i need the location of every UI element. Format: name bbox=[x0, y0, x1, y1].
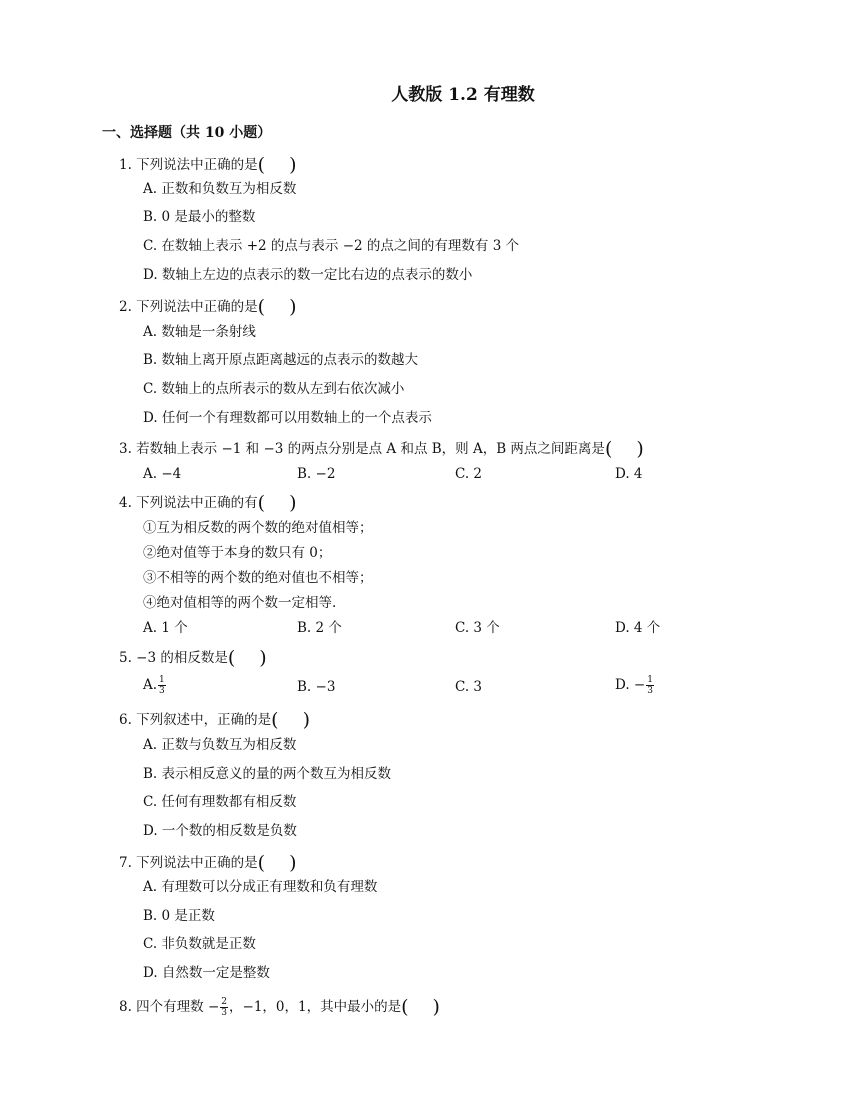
question-6-stem: 6. 下列叙述中，正确的是() bbox=[119, 709, 311, 731]
question-5-option-b: B. −3 bbox=[297, 679, 336, 695]
question-4-statement-3: ③不相等的两个数的绝对值也不相等； bbox=[143, 570, 373, 586]
question-2-option-b: B. 数轴上离开原点距离越远的点表示的数越大 bbox=[143, 352, 419, 368]
question-1-option-c: C. 在数轴上表示 +2 的点与表示 −2 的点之间的有理数有 3 个 bbox=[143, 238, 520, 254]
fraction: $\frac{2}{3}$ bbox=[221, 997, 228, 1018]
question-1-option-d: D. 数轴上左边的点表示的数一定比右边的点表示的数小 bbox=[143, 267, 473, 283]
answer-bracket: () bbox=[257, 296, 297, 318]
section-title: 一、选择题（共 10 小题） bbox=[102, 125, 272, 141]
answer-bracket: () bbox=[227, 647, 267, 669]
question-8-stem: 8. 四个有理数 − $\frac{2}{3}$ ，−1，0，1，其中最小的是() bbox=[119, 996, 440, 1018]
question-7-option-a: A. 有理数可以分成正有理数和负有理数 bbox=[143, 879, 378, 895]
question-7-option-d: D. 自然数一定是整数 bbox=[143, 965, 270, 981]
question-7-stem: 7. 下列说法中正确的是() bbox=[119, 852, 297, 874]
question-7-option-b: B. 0 是正数 bbox=[143, 908, 215, 924]
question-2-option-c: C. 数轴上的点所表示的数从左到右依次减小 bbox=[143, 381, 405, 397]
question-3-option-d: D. 4 bbox=[615, 466, 643, 482]
question-6-option-d: D. 一个数的相反数是负数 bbox=[143, 823, 297, 839]
question-6-option-c: C. 任何有理数都有相反数 bbox=[143, 794, 297, 810]
answer-bracket: () bbox=[257, 492, 297, 514]
question-5-option-c: C. 3 bbox=[455, 679, 483, 695]
question-4-option-c: C. 3 个 bbox=[455, 620, 500, 636]
answer-bracket: () bbox=[401, 996, 440, 1018]
question-1-option-a: A. 正数和负数互为相反数 bbox=[143, 181, 297, 197]
question-4-stem: 4. 下列说法中正确的有() bbox=[119, 492, 297, 514]
question-4-option-b: B. 2 个 bbox=[297, 620, 342, 636]
question-2-option-d: D. 任何一个有理数都可以用数轴上的一个点表示 bbox=[143, 410, 432, 426]
answer-bracket: () bbox=[257, 154, 297, 176]
answer-bracket: () bbox=[604, 438, 644, 460]
fraction: $\frac{1}{3}$ bbox=[647, 675, 653, 696]
question-3-option-c: C. 2 bbox=[455, 466, 483, 482]
question-4-option-a: A. 1 个 bbox=[143, 620, 188, 636]
question-1-stem: 1. 下列说法中正确的是() bbox=[119, 154, 297, 176]
question-5-option-a: A. $\frac{1}{3}$ bbox=[143, 675, 165, 696]
question-7-option-c: C. 非负数就是正数 bbox=[143, 936, 256, 952]
question-3-option-a: A. −4 bbox=[143, 466, 182, 482]
fraction: $\frac{1}{3}$ bbox=[159, 675, 165, 696]
question-5-stem: 5. −3 的相反数是() bbox=[119, 647, 267, 669]
answer-bracket: () bbox=[271, 709, 311, 731]
question-6-option-a: A. 正数与负数互为相反数 bbox=[143, 737, 297, 753]
question-6-option-b: B. 表示相反意义的量的两个数互为相反数 bbox=[143, 766, 392, 782]
question-5-option-d: D. − $\frac{1}{3}$ bbox=[615, 675, 653, 696]
question-4-statement-2: ②绝对值等于本身的数只有 0； bbox=[143, 545, 332, 561]
answer-bracket: () bbox=[257, 852, 297, 874]
question-4-statement-4: ④绝对值相等的两个数一定相等. bbox=[143, 595, 337, 611]
question-2-stem: 2. 下列说法中正确的是() bbox=[119, 296, 297, 318]
question-3-stem: 3. 若数轴上表示 −1 和 −3 的两点分别是点 A 和点 B，则 A，B 两点之间距离是() bbox=[119, 438, 644, 460]
page-title: 人教版 1.2 有理数 bbox=[391, 85, 535, 105]
question-4-statement-1: ①互为相反数的两个数的绝对值相等； bbox=[143, 520, 373, 536]
question-2-option-a: A. 数轴是一条射线 bbox=[143, 324, 256, 340]
question-3-option-b: B. −2 bbox=[297, 466, 336, 482]
question-1-option-b: B. 0 是最小的整数 bbox=[143, 209, 256, 225]
question-4-option-d: D. 4 个 bbox=[615, 620, 661, 636]
